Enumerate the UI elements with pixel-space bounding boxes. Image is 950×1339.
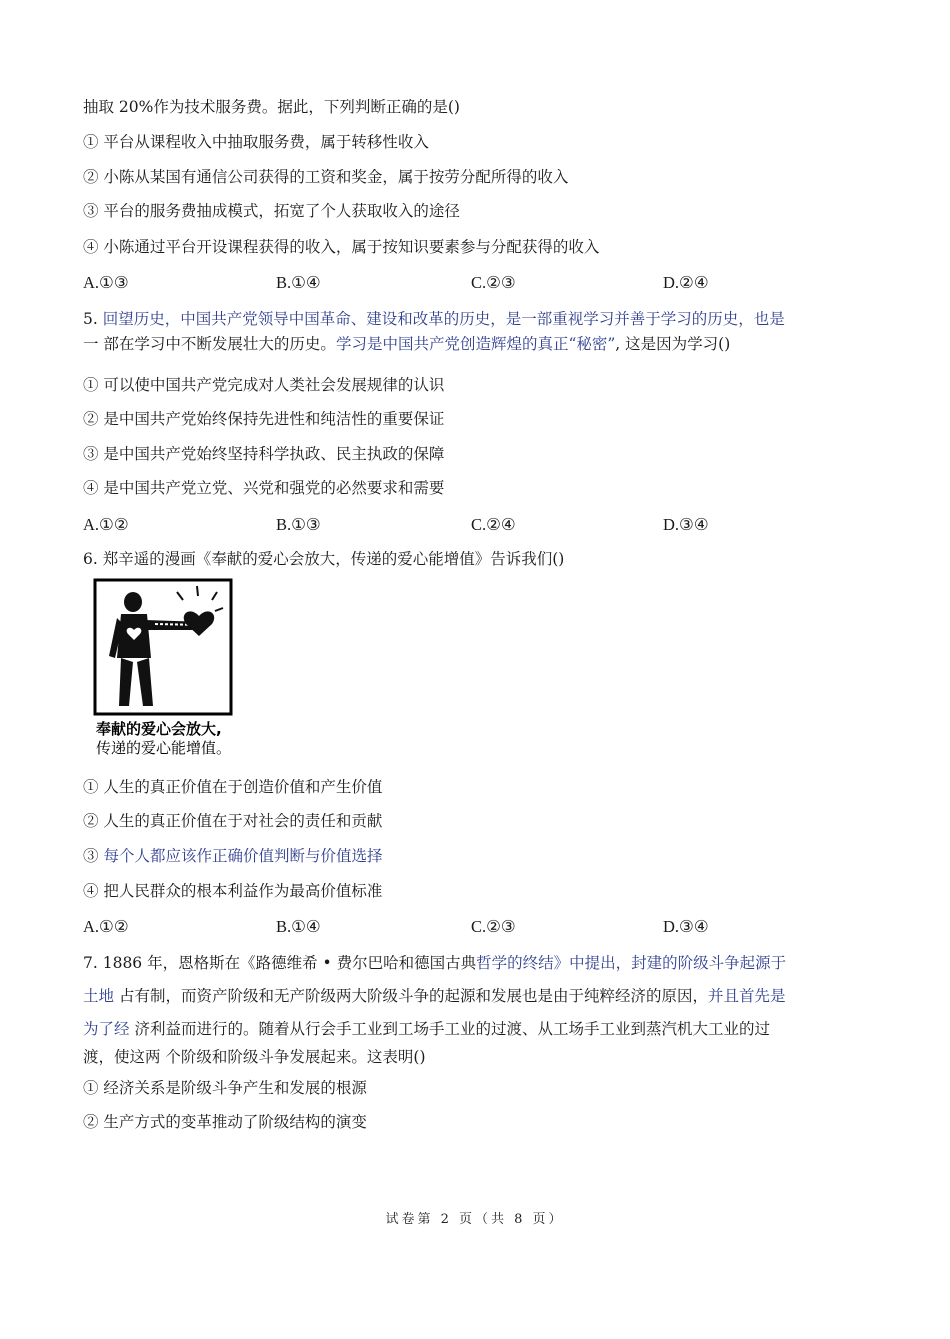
q7-stem-text-2: 哲学的终结》中提出，封建的阶级斗争起源于 [476,954,787,972]
q6-item-3-text: 每个人都应该作正确价值判断与价值选择 [103,847,383,865]
q6-item-1: ① 人生的真正价值在于创造价值和产生价值 [83,778,383,796]
q4-option-c: C.②③ [471,273,516,292]
q6-option-b: B.①④ [276,917,321,936]
q4-option-d: D.②④ [663,273,709,292]
q7-stem-line-3 [83,1018,770,1040]
q5-item-1: ① 可以使中国共产党完成对人类社会发展规律的认识 [83,376,445,394]
q6-item-2: ② 人生的真正价值在于对社会的责任和贡献 [83,812,383,830]
q5-option-c: C.②④ [471,515,516,534]
q5-item-4: ④ 是中国共产党立党、兴党和强党的必然要求和需要 [83,479,445,497]
cartoon-caption-1: 奉献的爱心会放大, [96,720,222,738]
q5-option-b: B.①③ [276,515,321,534]
q4-item-1: ① 平台从课程收入中抽取服务费，属于转移性收入 [83,133,429,151]
q7-stem-text-3: 土地 [83,987,115,1005]
q5-stem-text-2: 一 部在学习中不断发展壮大的历史。 [83,335,336,353]
q7-stem-line-4: 渡，使这两 个阶级和阶级斗争发展起来。这表明() [83,1048,426,1066]
q5-number: 5. [83,310,103,328]
q6-option-d: D.③④ [663,917,709,936]
q5-stem-text-4: , 这是因为学习() [615,335,731,353]
q4-option-b: B.①④ [276,273,321,292]
q5-item-3: ③ 是中国共产党始终坚持科学执政、民主执政的保障 [83,445,445,463]
q7-stem-text-1: 7. 1886 年，恩格斯在《路德维希 • 费尔巴哈和德国古典 [83,954,477,972]
q7-stem-text-5: 并且首先是 [707,987,786,1005]
q7-stem-text-4: 占有制，而资产阶级和无产阶级两大阶级斗争的起源和发展也是由于纯粹经济的原因， [114,987,708,1005]
q7-item-2: ② 生产方式的变革推动了阶级结构的演变 [83,1113,367,1131]
q5-stem-line-1 [83,308,785,330]
q6-option-a: A.①② [83,917,129,936]
page-footer: 试卷第 2 页（共 8 页） [385,1212,565,1227]
q5-stem-text: 回望历史，中国共产党领导中国革命、建设和改革的历史，是一部重视学习并善于学习的历史，也是 [102,310,785,328]
q5-stem-line-2 [83,333,730,355]
q6-item-3 [83,845,382,867]
cartoon-caption-2: 传递的爱心能增值。 [96,739,232,757]
q4-option-a: A.①③ [83,273,129,292]
q6-item-4: ④ 把人民群众的根本利益作为最高价值标准 [83,882,383,900]
q4-item-2: ② 小陈从某国有通信公司获得的工资和奖金，属于按劳分配所得的收入 [83,168,569,186]
q4-stem-end: 抽取 20%作为技术服务费。据此，下列判断正确的是() [83,98,460,116]
cartoon-image [93,578,233,716]
q7-stem-line-1 [83,952,786,974]
q6-option-c: C.②③ [471,917,516,936]
q7-stem-text-6: 为了经 [83,1020,130,1038]
q7-item-1: ① 经济关系是阶级斗争产生和发展的根源 [83,1079,367,1097]
q7-stem-text-7: 济利益而进行的。随着从行会手工业到工场手工业的过渡、从工场手工业到蒸汽机大工业的过 [129,1020,770,1038]
q6-item-3-number: ③ [83,847,104,865]
q4-item-4: ④ 小陈通过平台开设课程获得的收入，属于按知识要素参与分配获得的收入 [83,238,600,256]
q7-stem-line-2 [83,985,785,1007]
q5-option-a: A.①② [83,515,129,534]
q5-option-d: D.③④ [663,515,709,534]
q5-stem-text-3: 学习是中国共产党创造辉煌的真正“秘密” [335,335,616,353]
q5-item-2: ② 是中国共产党始终保持先进性和纯洁性的重要保证 [83,410,445,428]
q4-item-3: ③ 平台的服务费抽成模式，拓宽了个人获取收入的途径 [83,202,460,220]
q6-stem: 6. 郑辛遥的漫画《奉献的爱心会放大，传递的爱心能增值》告诉我们() [83,550,565,568]
